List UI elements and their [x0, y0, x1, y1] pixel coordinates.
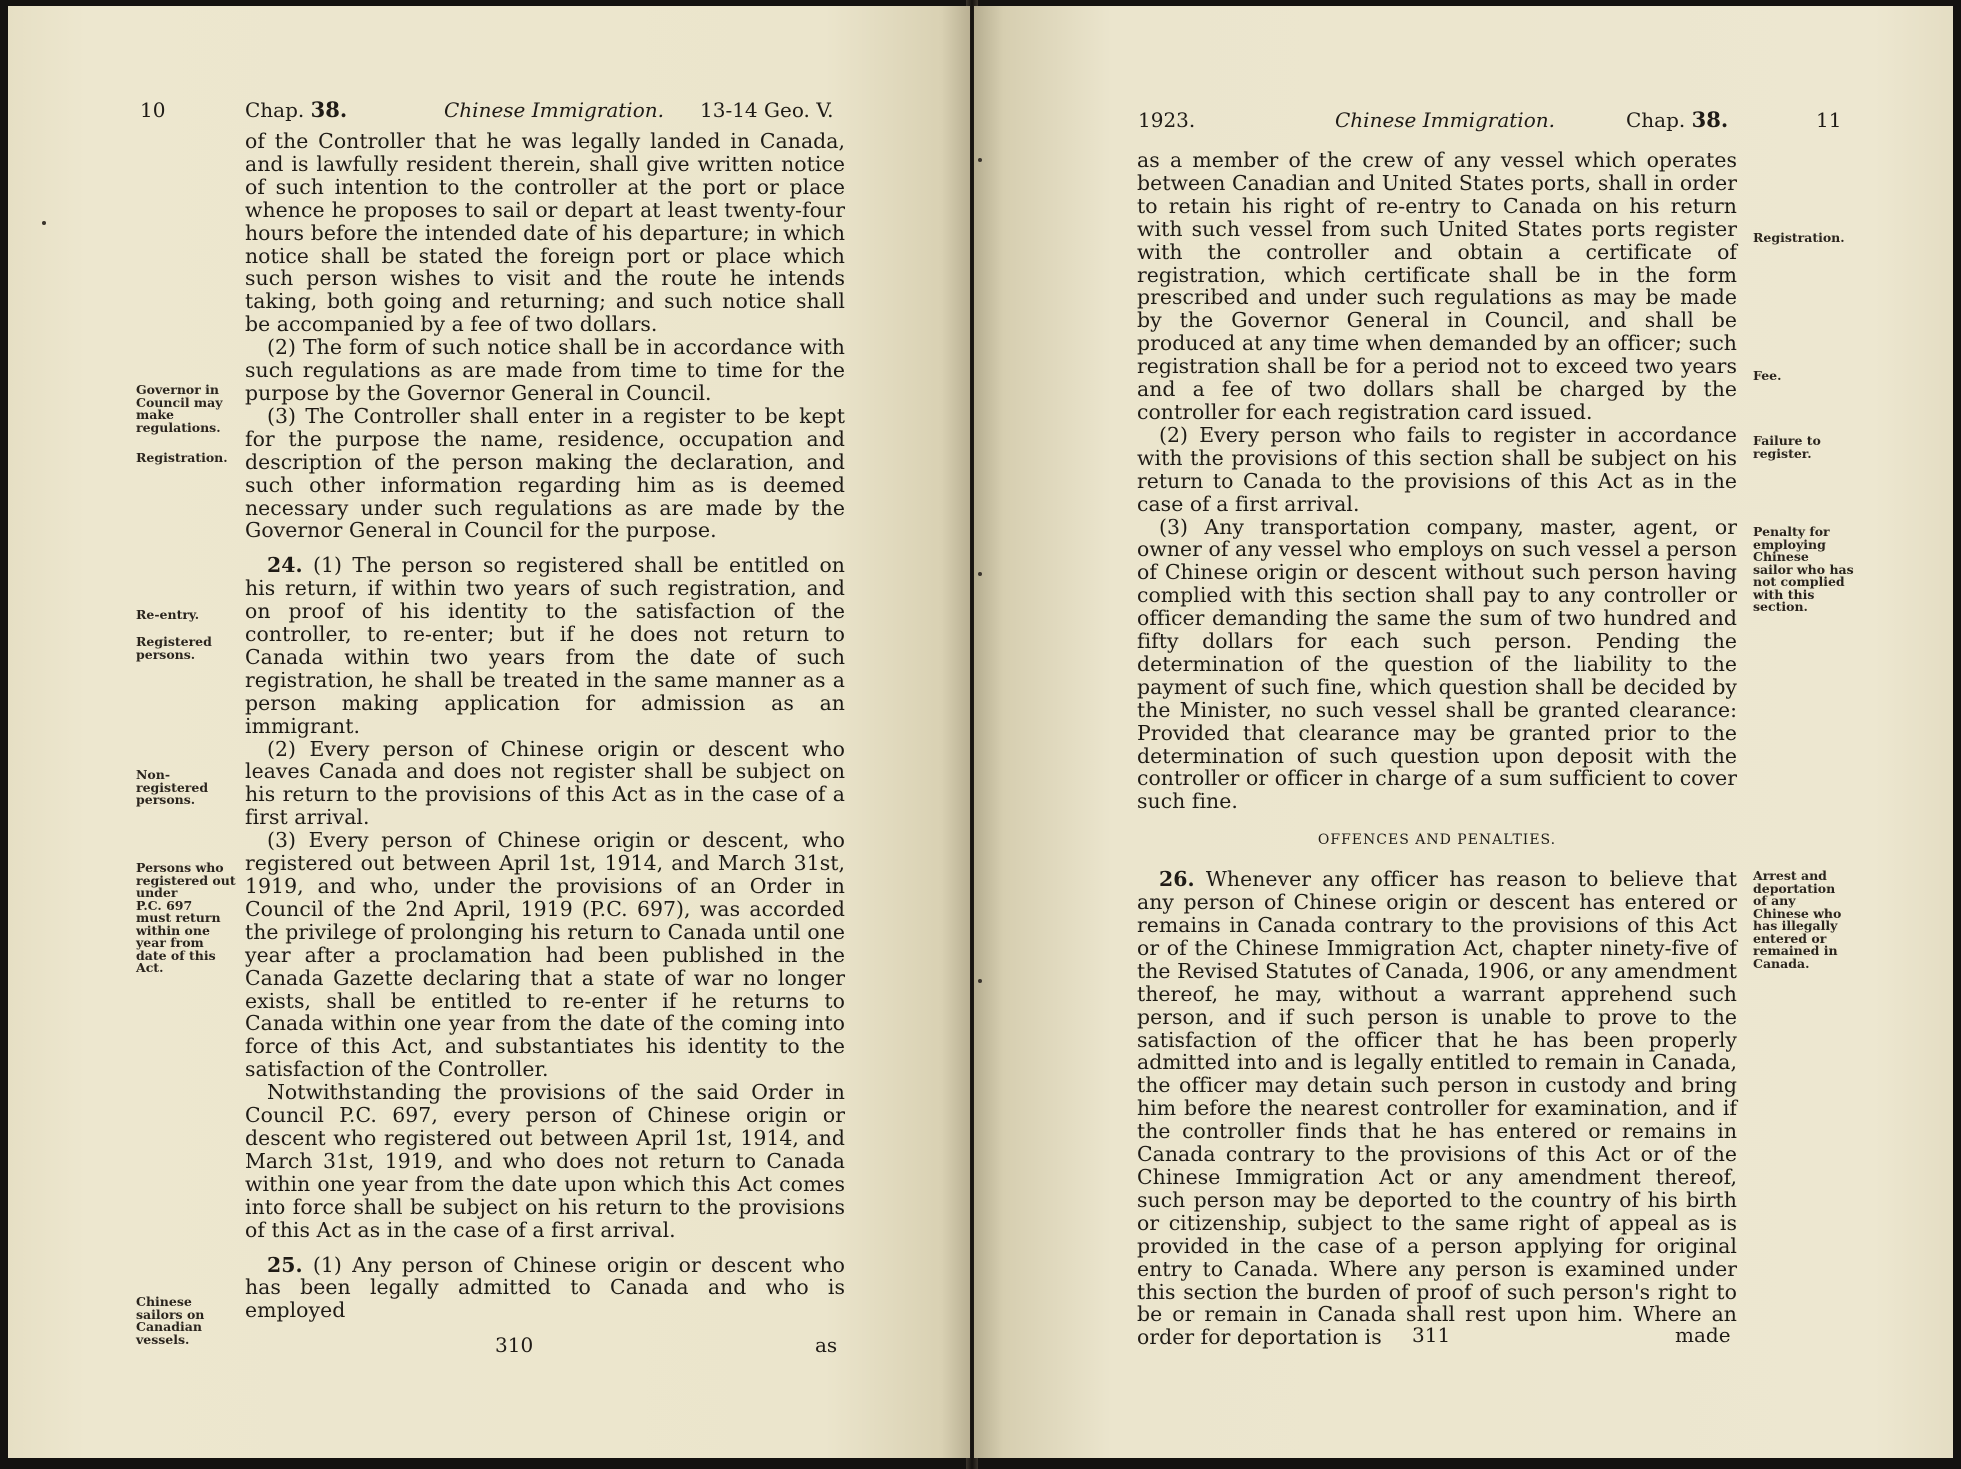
right-running-title: Chinese Immigration. [1335, 108, 1555, 132]
paragraph: (2) Every person of Chinese origin or descent who leaves Canada and does not register shall be subject on his return to the provisions of this Act as in the case of a first arrival. [245, 736, 845, 830]
left-body-text [245, 130, 845, 1322]
paragraph: (3) Any transportation company, master, agent, or owner of any vessel who employs on such vessel a person of Chinese origin or descent without such person having complied with this section shall pay to any controller or officer demanding the same the sum of two hundred and fifty dollars for each such person. Pending the determination of the question of the liability to the payment of such fine, which question shall be decided by the Minister, no such vessel shall be granted clearance: Provided that clearance may be granted prior to the determination of such question upon deposit with the controller or officer in charge of a sum sufficient to cover such fine. [1137, 514, 1737, 814]
margin-note: Arrest and deportation of any Chinese who has illegally entered or remained in Canada. [1753, 868, 1842, 971]
right-catchword: made [1675, 1323, 1731, 1347]
section-text: Whenever any officer has reason to believe that any person of Chinese origin or descent has entered or remains in Canada contrary to the provisions of this Act or of the Chinese Immigration Act, chapter ninety-five of the Revised Statutes of Canada, 1906, or any amendment thereof, he may, without a warrant apprehend such person, and if such person is unable to prove to the satisfaction of the officer that he has been properly admitted into and is legally entitled to remain in Canada, the officer may detain such person in custody and bring him before the nearest controller for examination, and if the controller finds that he has entered or remains in Canada contrary to the provisions of this Act or of the Chinese Immigration Act or any amendment thereof, such person may be deported to the country of his birth or citizenship, subject to the same right of appeal as is provided in the case of a person applying for original entry to Canada. Where any person is examined under this section the burden of proof of such person's right to be or remain in Canada shall rest upon him. Where an order for deportation is [1137, 867, 1737, 1350]
paragraph: of the Controller that he was legally landed in Canada, and is lawfully resident therein, shall give written notice of such intention to the controller at the port or place whence he proposes to sail or depart at least twenty-four hours before the intended date of his departure; in which notice shall be stated the foreign port or place which such person wishes to visit and the route he intends taking, both going and returning; and such notice shall be accompanied by a fee of two dollars. [245, 129, 845, 337]
paragraph: (2) The form of such notice shall be in accordance with such regulations as are made from time to time for the purpose by the Governor General in Council. [245, 335, 845, 405]
right-chap-number: 38. [1691, 107, 1729, 132]
margin-note: Non- registered persons. [136, 767, 209, 807]
page-speck [42, 221, 46, 225]
right-page [974, 6, 1953, 1458]
page-speck [978, 979, 982, 983]
margin-note: Persons who registered out under P.C. 697 must return within one year from date of this Act. [136, 860, 236, 975]
margin-note: Fee. [1753, 368, 1782, 383]
page-speck [978, 572, 982, 576]
left-chap-label: Chap. [245, 98, 305, 122]
paragraph: (3) The Controller shall enter in a register to be kept for the purpose the name, residence, occupation and description of the person making the declaration, and such other information regarding him as is deemed necessary under such regulations as are made by the Governor General in Council for the purpose. [245, 403, 845, 543]
right-body-text [1137, 149, 1737, 1349]
section-heading: OFFENCES AND PENALTIES. [1317, 832, 1557, 849]
left-folio: 310 [495, 1333, 534, 1357]
right-year: 1923. [1138, 108, 1196, 132]
margin-note: Registered persons. [136, 634, 212, 662]
margin-note: Penalty for employing Chinese sailor who has not complied with this section. [1753, 524, 1854, 614]
section-text: (1) Any person of Chinese origin or descent who has been legally admitted to Canada and who is employed [245, 1252, 845, 1323]
right-chapter [1626, 108, 1728, 132]
margin-note: Registration. [1753, 230, 1845, 245]
section-24 [245, 554, 845, 737]
left-running-title: Chinese Immigration. [444, 98, 664, 122]
left-chap-number: 38. [310, 97, 348, 122]
section-25 [245, 1254, 845, 1323]
margin-note: Failure to register. [1753, 433, 1821, 461]
page-speck [978, 158, 982, 162]
section-number: 24. [267, 553, 303, 578]
left-page-number: 10 [140, 98, 166, 122]
margin-note: Registration. [136, 450, 228, 465]
section-number: 26. [1159, 867, 1195, 892]
left-catchword: as [815, 1333, 838, 1357]
section-26 [1137, 868, 1737, 1349]
right-folio: 311 [1412, 1323, 1451, 1347]
paragraph: (2) Every person who fails to register in accordance with the provisions of this section shall be subject on his return to Canada to the provisions of this Act as in the case of a first arrival. [1137, 422, 1737, 516]
right-page-number: 11 [1816, 108, 1842, 132]
left-page [8, 6, 970, 1458]
section-text: (1) The person so registered shall be entitled on his return, if within two years of such registration, and on proof of his identity to the satisfaction of the controller, to re-enter; but if he does not return to Canada within two years from the date of such registration, he shall be treated in the same manner as a person making application for admission as an immigrant. [245, 553, 845, 738]
margin-note: Governor in Council may make regulations. [136, 382, 223, 435]
left-regnal-year: 13-14 Geo. V. [700, 98, 834, 122]
right-chap-label: Chap. [1626, 108, 1686, 132]
left-chapter [245, 98, 347, 122]
paragraph: (3) Every person of Chinese origin or descent, who registered out between April 1st, 1914, and March 31st, 1919, and who, under the provisions of an Order in Council of the 2nd April, 1919 (P.C. 697), was accorded the privilege of prolonging his return to Canada until one year after a proclamation had been published in the Canada Gazette declaring that a state of war no longer exists, shall be entitled to re-enter if he returns to Canada within one year from the date of the coming into force of this Act, and substantiates his identity to the satisfaction of the Controller. [245, 828, 845, 1082]
paragraph: as a member of the crew of any vessel which operates between Canadian and United States ports, shall in order to retain his right of re-entry to Canada on his return with such vessel from such United States ports register with the controller and obtain a certificate of registration, which certificate shall be in the form prescribed and under such regulations as may be made by the Governor General in Council, and shall be produced at any time when demanded by an officer; such registration shall be for a period not to exceed two years and a fee of two dollars shall be charged by the controller for each registration card issued. [1137, 148, 1737, 424]
margin-note: Re-entry. [136, 607, 200, 622]
margin-note: Chinese sailors on Canadian vessels. [136, 1294, 205, 1347]
paragraph: Notwithstanding the provisions of the said Order in Council P.C. 697, every person of Chinese origin or descent who registered out between April 1st, 1914, and March 31st, 1919, and who does not return to Canada within one year from the date upon which this Act comes into force shall be subject on his return to the provisions of this Act as in the case of a first arrival. [245, 1080, 845, 1242]
section-number: 25. [267, 1252, 303, 1277]
